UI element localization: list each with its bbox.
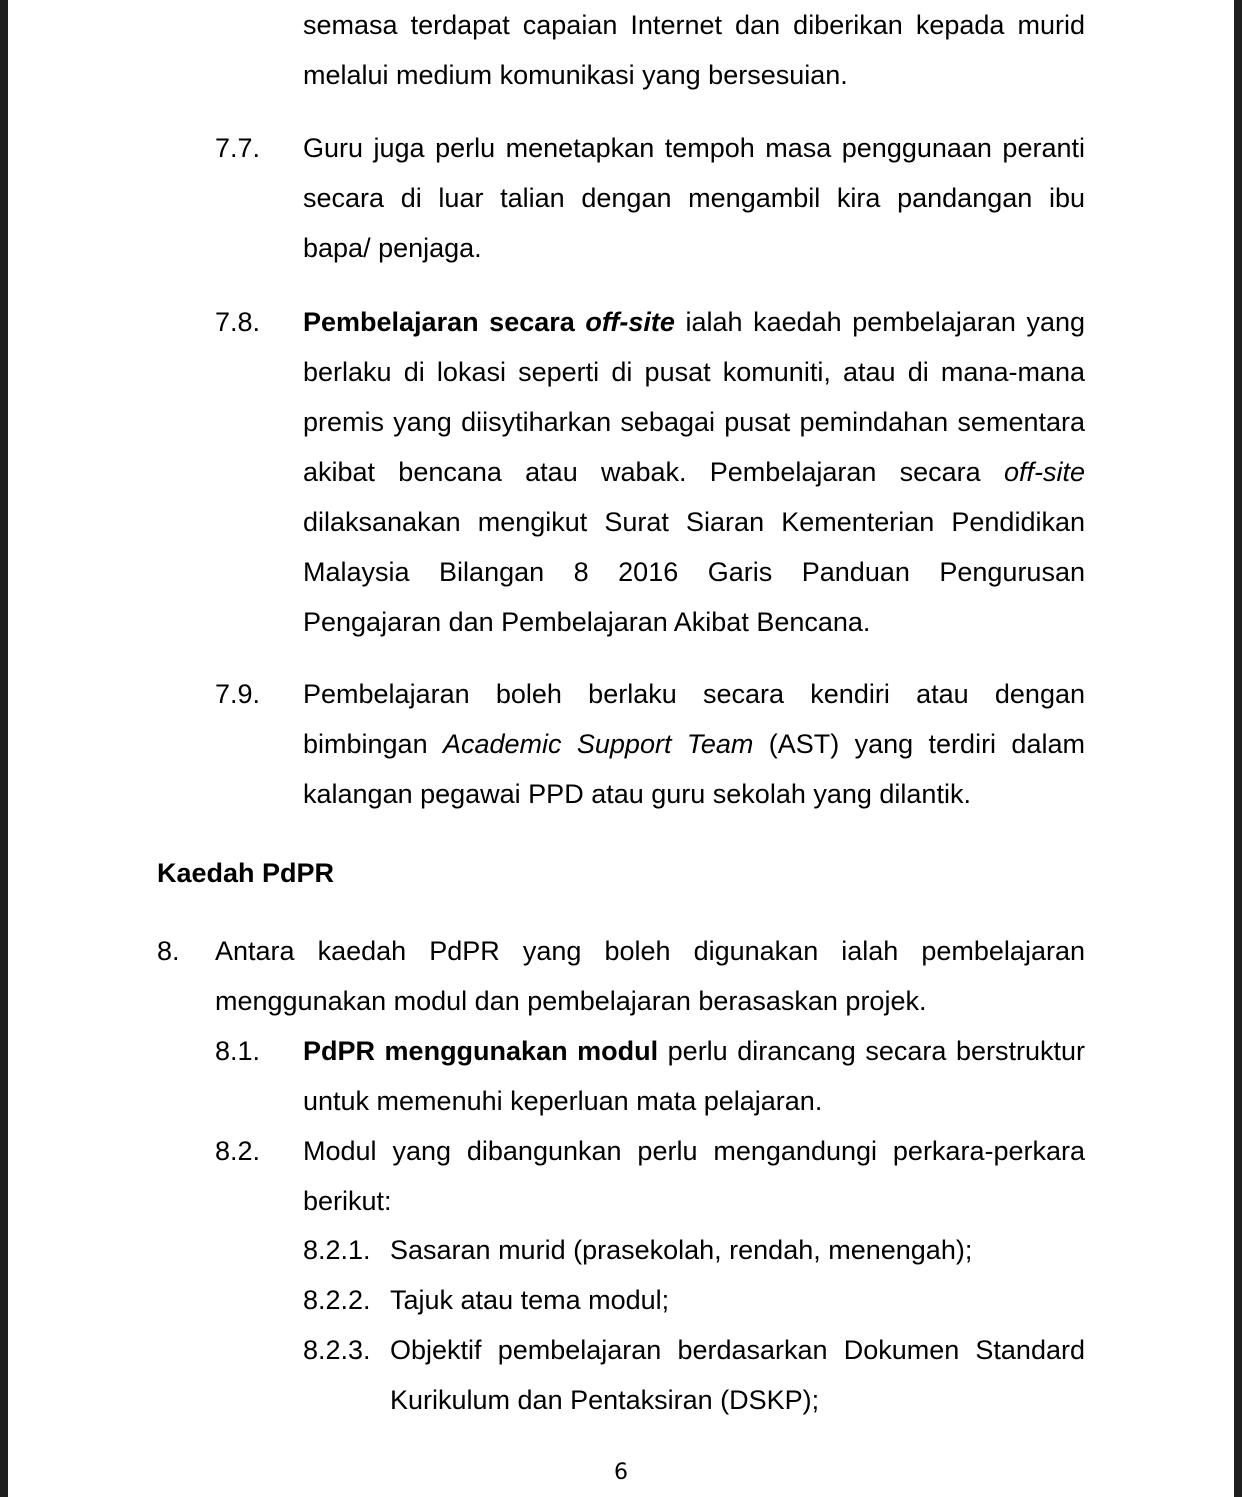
paragraph-7-7 xyxy=(303,123,1085,273)
italic-term: Academic Support Team xyxy=(442,729,754,759)
item-number-8: 8. xyxy=(157,936,180,966)
item-number-8-1: 8.1. xyxy=(215,1036,261,1066)
item-number-8-2-2: 8.2.2. xyxy=(303,1285,371,1315)
italic-term: off-site xyxy=(1003,457,1085,487)
paragraph-8-2 xyxy=(303,1126,1085,1226)
page-number: 6 xyxy=(614,1460,628,1485)
paragraph-text: Antara kaedah PdPR yang boleh digunakan ialah pembelajaran menggunakan modul dan pembelajaran berasaskan projek. xyxy=(215,936,1085,1016)
bold-term: Pembelajaran secara xyxy=(303,307,575,337)
paragraph-text: Tajuk atau tema modul; xyxy=(390,1285,670,1315)
paragraph-text: (AST) yang terdiri dalam kalangan pegawai PPD atau guru sekolah yang dilantik. xyxy=(303,729,1085,809)
paragraph-7-6-continuation xyxy=(303,0,1085,100)
paragraph-text: perlu dirancang secara berstruktur untuk memenuhi keperluan mata pelajaran. xyxy=(303,1036,1085,1116)
paragraph-8-2-2 xyxy=(390,1275,1085,1325)
paragraph-text: dilaksanakan mengikut Surat Siaran Kementerian Pendidikan Malaysia Bilangan 8 2016 Garis Panduan Pengurusan Pengajaran dan Pembelajaran Akibat Bencana. xyxy=(303,507,1085,637)
bold-term: PdPR menggunakan modul xyxy=(303,1036,659,1066)
paragraph-text: semasa terdapat capaian Internet dan diberikan kepada murid melalui medium komunikasi yang bersesuian. xyxy=(303,10,1085,90)
paragraph-text: Objektif pembelajaran berdasarkan Dokumen Standard Kurikulum dan Pentaksiran (DSKP); xyxy=(390,1335,1085,1415)
paragraph-text: Sasaran murid (prasekolah, rendah, menengah); xyxy=(390,1235,973,1265)
item-number-7-9: 7.9. xyxy=(215,679,261,709)
paragraph-8-2-1 xyxy=(390,1225,1085,1275)
document-page xyxy=(8,0,1234,1497)
paragraph-7-8 xyxy=(303,297,1085,647)
item-number-8-2-3: 8.2.3. xyxy=(303,1335,371,1365)
paragraph-8-2-3 xyxy=(390,1325,1085,1425)
paragraph-text: Modul yang dibangunkan perlu mengandungi perkara-perkara berikut: xyxy=(303,1136,1085,1216)
item-number-8-2-1: 8.2.1. xyxy=(303,1235,371,1265)
item-number-8-2: 8.2. xyxy=(215,1136,261,1166)
item-number-7-7: 7.7. xyxy=(215,133,261,163)
item-number-7-8: 7.8. xyxy=(215,307,261,337)
section-heading: Kaedah PdPR xyxy=(157,858,335,888)
paragraph-text: Pembelajaran boleh berlaku secara kendiri atau dengan bimbingan xyxy=(303,679,1085,759)
paragraph-8-1 xyxy=(303,1026,1085,1126)
paragraph-text: Guru juga perlu menetapkan tempoh masa penggunaan peranti secara di luar talian dengan mengambil kira pandangan ibu bapa/ penjaga. xyxy=(303,133,1085,263)
paragraph-8 xyxy=(215,926,1085,1026)
paragraph-7-9 xyxy=(303,669,1085,819)
bold-italic-term: off-site xyxy=(585,307,675,337)
paragraph-text: ialah kaedah pembelajaran yang berlaku di lokasi seperti di pusat komuniti, atau di mana-mana premis yang diisytiharkan sebagai pusat pemindahan sementara akibat bencana atau wabak. Pembelajaran secara xyxy=(303,307,1085,487)
